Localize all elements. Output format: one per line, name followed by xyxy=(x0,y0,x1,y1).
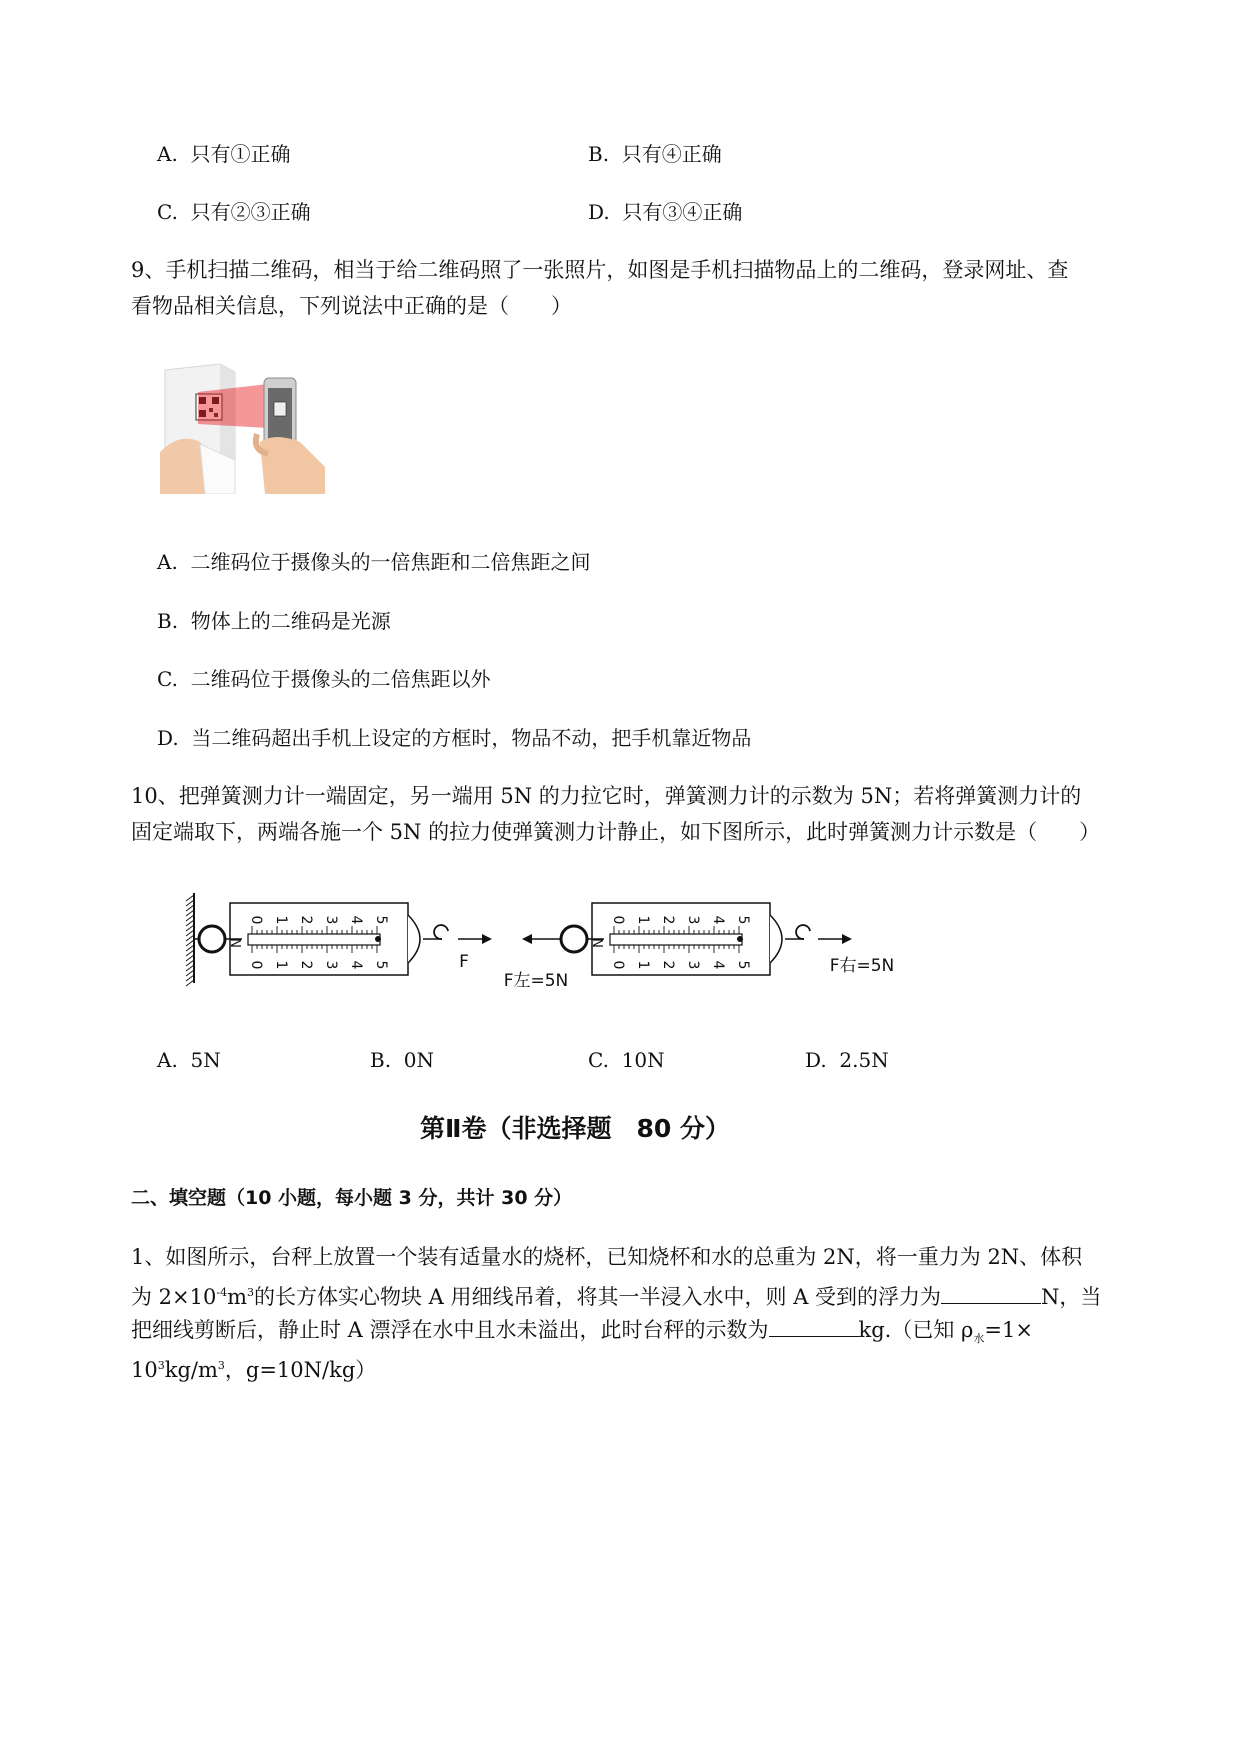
scale-right-label-top-0: 0 xyxy=(610,915,626,925)
wall-hatch xyxy=(186,915,194,921)
answer-blank-buoyancy[interactable] xyxy=(941,1283,1041,1304)
q8-option-a: A. 只有①正确 xyxy=(157,142,291,166)
q9-option-d: D. 当二维码超出手机上设定的方框时，物品不动，把手机靠近物品 xyxy=(157,726,752,750)
wall-hatch xyxy=(186,925,194,931)
scale-left-unit: N xyxy=(230,938,245,948)
section-subtitle: 二、填空题（10 小题，每小题 3 分，共计 30 分） xyxy=(131,1187,573,1209)
wall-hatch xyxy=(186,920,194,926)
scale-right-label-top-5: 5 xyxy=(735,915,751,925)
fill1-line1: 1、如图所示，台秤上放置一个装有适量水的烧杯，已知烧杯和水的总重为 2N，将一重力为 2N、体积 xyxy=(131,1245,1083,1269)
wall-hatch xyxy=(186,965,194,971)
q9-stem-line1: 9、手机扫描二维码，相当于给二维码照了一张照片，如图是手机扫描物品上的二维码，登录网址、查 xyxy=(131,258,1069,282)
scale-right-ring xyxy=(561,926,587,952)
label-f: F xyxy=(459,952,469,972)
wall-hatch xyxy=(186,895,194,901)
wall-hatch xyxy=(186,940,194,946)
scale-left-label-top-2: 2 xyxy=(298,915,314,925)
answer-blank-scale-reading[interactable] xyxy=(769,1316,859,1337)
wall-hatch xyxy=(186,945,194,951)
qr-scan-photo xyxy=(160,362,325,494)
wall-hatch xyxy=(186,950,194,956)
scale-left-label-top-5: 5 xyxy=(373,915,389,925)
arrow-f-left-head xyxy=(522,934,532,944)
scale-left-label-bottom-5: 5 xyxy=(373,960,389,970)
fill1-line2: 为 $2\times 10^{-4}m^3$的长方体实心物块 A 用细线吊着，将其一半浸入水中，则 A 受到的浮力为 N，当 xyxy=(131,1285,1102,1309)
q10-option-c: C. 10N xyxy=(588,1048,665,1072)
scale-left-label-bottom-2: 2 xyxy=(298,960,314,970)
q9-option-c: C. 二维码位于摄像头的二倍焦距以外 xyxy=(157,667,491,691)
q10-stem-line1: 10、把弹簧测力计一端固定，另一端用 5N 的力拉它时，弹簧测力计的示数为 5N；若将弹簧测力计的 xyxy=(131,784,1082,808)
scale-left-end-cap xyxy=(408,915,420,963)
q10-option-d: D. 2.5N xyxy=(805,1048,889,1072)
arrow-f-right-head xyxy=(842,934,852,944)
scale-right-label-bottom-4: 4 xyxy=(710,960,726,970)
arrow-f-head xyxy=(482,934,492,944)
scale-right-label-top-2: 2 xyxy=(660,915,676,925)
scale-right-label-top-1: 1 xyxy=(635,915,651,925)
section-title: 第Ⅱ卷（非选择题 80 分） xyxy=(420,1114,730,1143)
scale-left-ring xyxy=(199,926,225,952)
scale-right-pointer xyxy=(737,936,743,942)
scale-left-hook xyxy=(434,925,448,939)
q8-option-d: D. 只有③④正确 xyxy=(588,200,743,224)
label-f-right: F右=5N xyxy=(829,956,895,976)
q10-stem-line2: 固定端取下，两端各施一个 5N 的拉力使弹簧测力计静止，如下图所示，此时弹簧测力计示数是（ ） xyxy=(131,820,1101,844)
q8-option-c: C. 只有②③正确 xyxy=(157,200,311,224)
wall-hatch xyxy=(186,930,194,936)
fill1-line4: $10^3kg/m^3$，g=10N/kg） xyxy=(131,1358,377,1382)
scale-left-label-bottom-0: 0 xyxy=(248,960,264,970)
q8-option-b: B. 只有④正确 xyxy=(588,142,722,166)
scale-left-pointer xyxy=(375,936,381,942)
q10-option-b: B. 0N xyxy=(370,1048,435,1072)
q10-option-a: A. 5N xyxy=(157,1048,221,1072)
spring-scale-figure xyxy=(180,885,910,1000)
wall-hatch xyxy=(186,955,194,961)
q9-stem-line2: 看物品相关信息，下列说法中正确的是（ ） xyxy=(131,294,572,318)
scale-right-hook xyxy=(796,925,810,939)
scale-right-label-bottom-3: 3 xyxy=(685,960,701,970)
scale-right-end-cap xyxy=(770,915,782,963)
scale-left-label-bottom-4: 4 xyxy=(348,960,364,970)
wall-hatch xyxy=(186,935,194,941)
wall-hatch xyxy=(186,970,194,976)
scale-left-label-bottom-3: 3 xyxy=(323,960,339,970)
scale-left-label-bottom-1: 1 xyxy=(273,960,289,970)
scale-right-label-top-3: 3 xyxy=(685,915,701,925)
label-f-left: F左=5N xyxy=(503,971,569,991)
scale-right-label-bottom-0: 0 xyxy=(610,960,626,970)
scale-right-label-bottom-5: 5 xyxy=(735,960,751,970)
scale-right-label-bottom-2: 2 xyxy=(660,960,676,970)
scale-left-label-top-1: 1 xyxy=(273,915,289,925)
fill1-line3: 把细线剪断后，静止时 A 漂浮在水中且水未溢出，此时台秤的示数为 kg.（已知 $\rho_水=1\times$ xyxy=(131,1318,1033,1346)
wall-hatch xyxy=(186,910,194,916)
q9-option-a: A. 二维码位于摄像头的一倍焦距和二倍焦距之间 xyxy=(157,550,591,574)
wall-hatch xyxy=(186,975,194,981)
scale-right-unit: N xyxy=(592,938,607,948)
scale-right-label-bottom-1: 1 xyxy=(635,960,651,970)
scale-left-label-top-0: 0 xyxy=(248,915,264,925)
scale-left-label-top-3: 3 xyxy=(323,915,339,925)
wall-hatch xyxy=(186,980,194,986)
wall-hatch xyxy=(186,905,194,911)
scale-left-label-top-4: 4 xyxy=(348,915,364,925)
scale-right-label-top-4: 4 xyxy=(710,915,726,925)
wall-hatch xyxy=(186,960,194,966)
wall-hatch xyxy=(186,900,194,906)
scale-right-track xyxy=(610,934,742,945)
scale-left-track xyxy=(248,934,380,945)
q9-option-b: B. 物体上的二维码是光源 xyxy=(157,609,391,633)
